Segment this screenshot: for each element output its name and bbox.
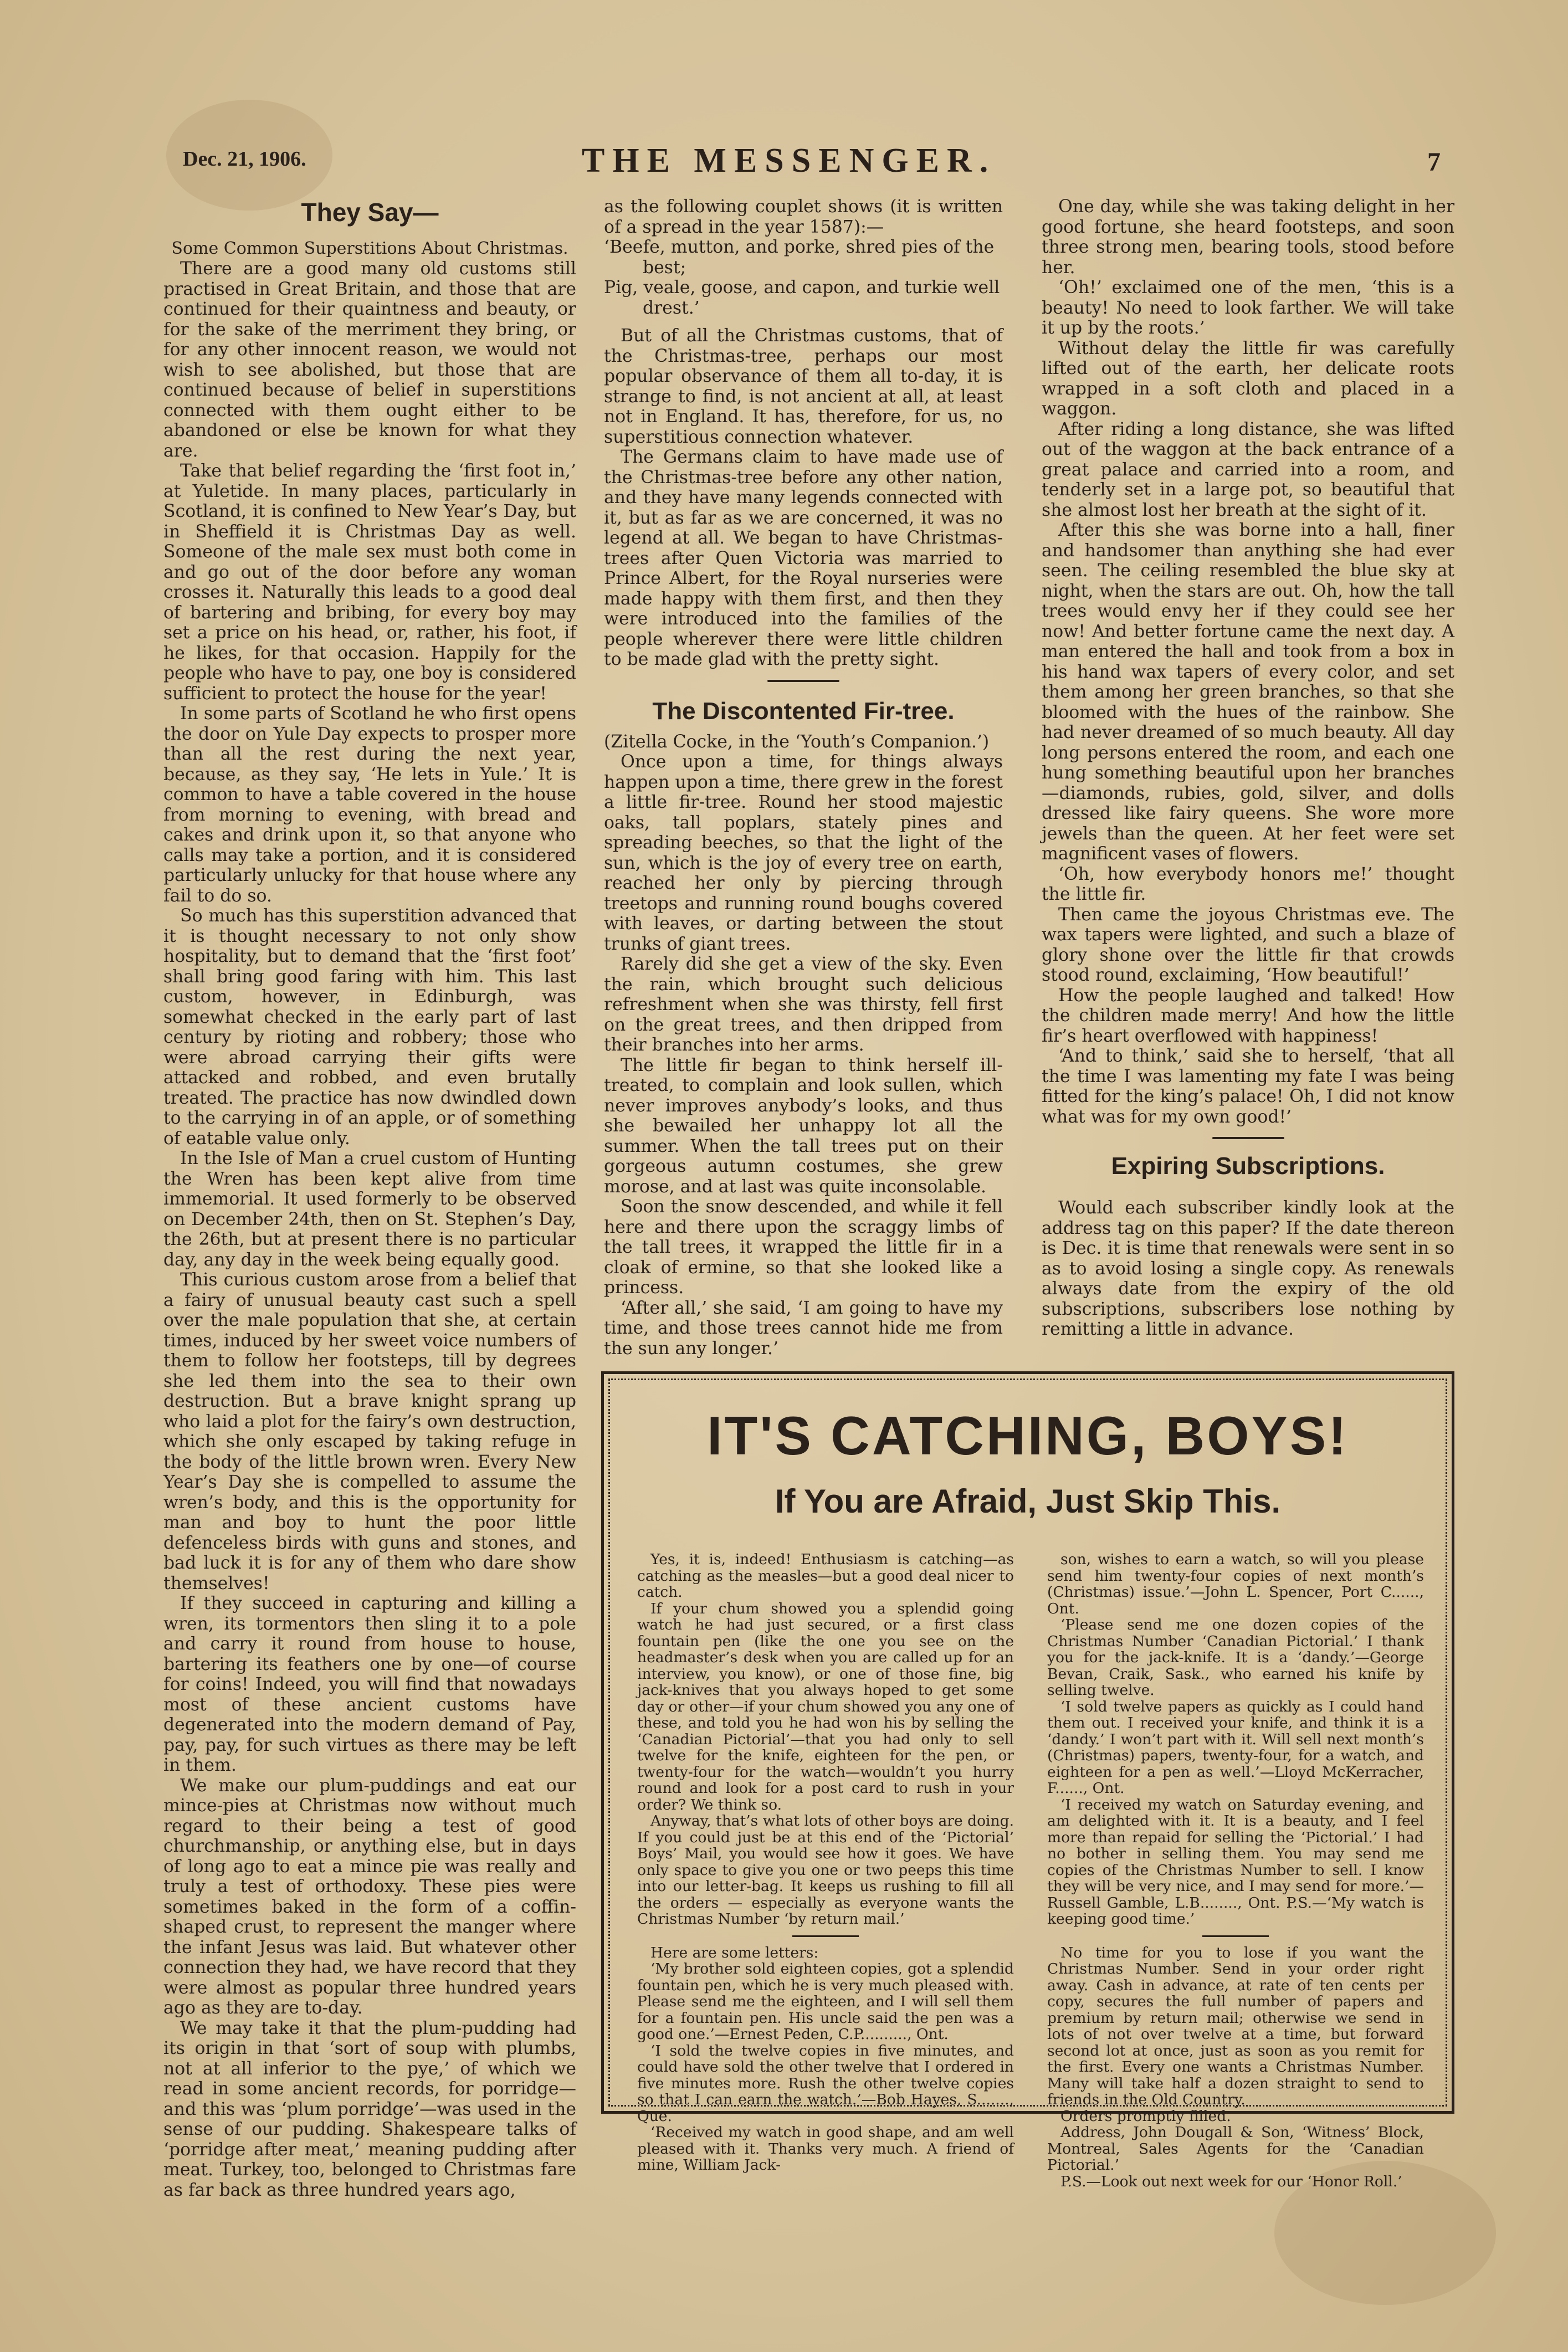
letter: ‘I sold the twelve copies in five minutes, and could have sold the other twelve that I ordered in five minutes more. Rush the other twelve copies so that I can earn the watch.’—Bob Hayes, S......., Que.	[637, 2042, 1014, 2125]
paragraph: But of all the Christmas customs, that of the Christmas-tree, perhaps our most popular observance of them all to-day, it is strange to find, is not ancient at all, at least not in England. It has, therefore, for us, no superstitious connection whatever.	[604, 326, 1003, 447]
column-2	[604, 197, 1003, 1366]
verse-line: best;	[643, 257, 686, 278]
verse-line: Pig, veale, goose, and capon, and turkie well	[604, 278, 1000, 298]
story-attribution: (Zitella Cocke, in the ‘Youth’s Companion.’)	[604, 731, 990, 752]
paragraph: Without delay the little fir was carefully lifted out of the earth, her delicate roots wrapped in a soft cloth and placed in a waggon.	[1042, 338, 1454, 419]
article-title: They Say—	[301, 198, 439, 227]
paragraph: Take that belief regarding the ‘first foot in,’ at Yuletide. In many places, particularly in Scotland, it is confined to New Year’s Day, but in Sheffield it is Christmas Day as well. Someone of the male sex must both come in and go out of the door before any woman crosses it. Naturally this leads to a good deal of bartering and bribing, for every boy may set a price on his head, or, rather, his foot, if he likes, for that occasion. Happily for the people who have to pay, one boy is considered sufficient to protect the house for the year!	[163, 461, 576, 704]
paragraph: The little fir began to think herself ill-treated, to complain and look sullen, which never improves anybody’s looks, and thus she bewailed her unhappy lot all the summer. When the tall trees put on their gorgeous autumn costumes, she grew morose, and at last was quite inconsolable.	[604, 1055, 1003, 1197]
paragraph: Yes, it is, indeed! Enthusiasm is catching—as catching as the measles—but a good deal nicer to catch.	[637, 1551, 1014, 1601]
paragraph: Anyway, that’s what lots of other boys are doing. If you could just be at this end of the ‘Pictorial’ Boys’ Mail, you would see how it goes. We have only space to give you one or two peeps this time into our letter-bag. It keeps us rushing to fill all the orders — especially as everyone wants the Christmas Number ‘by return mail.’	[637, 1812, 1014, 1928]
letter: ‘Please send me one dozen copies of the Christmas Number ‘Canadian Pictorial.’ I thank you for the jack-knife. It is a ‘dandy.’—George Bevan, Craik, Sask., who earned his knife by selling twelve.	[1047, 1616, 1424, 1699]
section-rule	[767, 680, 839, 682]
paragraph: ‘And to think,’ said she to herself, ‘that all the time I was lamenting my fate I was being fitted for the king’s palace! Oh, I did not know what was for my own good!’	[1042, 1046, 1454, 1127]
paragraph: In some parts of Scotland he who first opens the door on Yule Day expects to prosper more than all the rest during the next year, because, as they say, ‘He lets in Yule.’ It is common to have a table covered in the house from morning to evening, with bread and cakes and drink upon it, so that anyone who calls may take a portion, and it is considered particularly unlucky for that house where any fail to do so.	[163, 704, 576, 906]
paragraph: One day, while she was taking delight in her good fortune, she heard footsteps, and soon three strong men, bearing tools, stood before her.	[1042, 197, 1454, 278]
story-title: The Discontented Fir-tree.	[652, 697, 955, 725]
paragraph: ‘After all,’ she said, ‘I am going to have my time, and those trees cannot hide me from the sun any longer.’	[604, 1298, 1003, 1359]
masthead-title: THE MESSENGER.	[582, 142, 996, 180]
column-3	[1042, 197, 1454, 1366]
ad-subheadline: If You are Afraid, Just Skip This.	[775, 1483, 1281, 1520]
ad-column-2	[1047, 1551, 1424, 2190]
paragraph: If they succeed in capturing and killing a wren, its tormentors then sling it to a pole and carry it round from house to house, bartering its feathers one by one—of course for coins! Indeed, you will find that nowadays most of these ancient customs have degenerated into the modern demand of Pay, pay, pay, for such virtues as there may be left in them.	[163, 1593, 576, 1775]
notice-title: Expiring Subscriptions.	[1111, 1152, 1385, 1180]
paragraph: as the following couplet shows (it is written of a spread in the year 1587):—	[604, 197, 1003, 237]
paragraph: This curious custom arose from a belief that a fairy of unusual beauty cast such a spell over the male population that she, at certain times, induced by her sweet voice numbers of them to follow her footsteps, till by degrees she led them into the sea to their own destruction. But a brave knight sprang up who laid a plot for the fairy’s own destruction, which she only escaped by taking refuge in the body of the little brown wren. Every New Year’s Day she is compelled to assume the wren’s body, and this is the opportunity for man and boy to hunt the poor little defenceless birds with guns and stones, and bad luck it is for any of them who dare show themselves!	[163, 1270, 576, 1593]
paragraph: After riding a long distance, she was lifted out of the waggon at the back entrance of a great palace and carried into a room, and tenderly set in a large pot, so beautiful that she almost lost her breath at the sight of it.	[1042, 419, 1454, 520]
paragraph: Here are some letters:	[650, 1944, 819, 1961]
paragraph: There are a good many old customs still practised in Great Britain, and those that are continued for their quaintness and beauty, or for the sake of the merriment they bring, or for any other innocent reason, we would not wish to see abolished, but those that are continued because of belief in superstitions connected with them ought either to be abandoned or else be known for what they are.	[163, 259, 576, 461]
letter: son, wishes to earn a watch, so will you please send him twenty-four copies of next month’s (Christmas) issue.’—John L. Spencer, Port C......, Ont.	[1047, 1551, 1424, 1617]
letter: ‘I sold twelve papers as quickly as I could hand them out. I received your knife, and think it is a ‘dandy.’ I won’t part with it. Will sell next month’s (Christmas) papers, twenty-four, for a watch, and eighteen for a pen as well.’—Lloyd McKerracher, F......, Ont.	[1047, 1698, 1424, 1797]
paragraph: Then came the joyous Christmas eve. The wax tapers were lighted, and such a blaze of glory shone over the little fir that crowds stood round, exclaiming, ‘How beautiful!’	[1042, 904, 1454, 985]
ad-column-1	[637, 1551, 1014, 2174]
paragraph: No time for you to lose if you want the Christmas Number. Send in your order right away. Cash in advance, at rate of ten cents per copy, secures the full number of papers and premium by return mail; otherwise we send in lots of not over twelve at a time, but forward second lot at once, just as soon as you remit for the first. Every one wants a Christmas Number. Many will take half a dozen straight to send to friends in the Old Country.	[1047, 1944, 1424, 2108]
section-rule	[792, 1935, 859, 1937]
advertisement-box	[601, 1371, 1454, 2190]
page-header	[183, 141, 1441, 191]
paragraph: Once upon a time, for things always happen upon a time, there grew in the forest a little fir-tree. Round her stood majestic oaks, tall poplars, stately pines and spreading beeches, so that the light of the sun, which is the joy of every tree on earth, reached her only by piercing through treetops and running round boughs covered with leaves, or darting between the stout trunks of giant trees.	[604, 752, 1003, 954]
column-1	[163, 197, 576, 2297]
paragraph: Rarely did she get a view of the sky. Even the rain, which brought such delicious refreshment when she was thirsty, fell first on the great trees, and then dripped from their branches into her arms.	[604, 954, 1003, 1055]
paragraph: So much has this superstition advanced that it is thought necessary to not only show hospitality, but to demand that the ‘first foot’ shall bring good faring with him. This last custom, however, in Edinburgh, was somewhat checked in the early part of last century by rioting and robbery; those who were abroad carrying their gifts were attacked and robbed, and even brutally treated. The practice has now dwindled down to the carrying in of an apple, or of something of eatable value only.	[163, 906, 576, 1149]
verse-line: drest.’	[643, 298, 700, 318]
ad-headline: IT'S CATCHING, BOYS!	[707, 1405, 1349, 1466]
paragraph: How the people laughed and talked! How the children made merry! And how the little fir’s heart overflowed with happiness!	[1042, 985, 1454, 1046]
verse-line: ‘Beefe, mutton, and porke, shred pies of the	[604, 237, 995, 257]
page-number: 7	[1427, 147, 1441, 177]
notice-text: Would each subscriber kindly look at the address tag on this paper? If the date thereon is Dec. it is time that renewals were sent in so as to avoid losing a single copy. As renewals always date from the expiry of the old subscriptions, subscribers lose nothing by remitting a little in advance.	[1042, 1198, 1454, 1339]
paragraph: ‘Oh!’ exclaimed one of the men, ‘this is a beauty! No need to look farther. We will take it up by the roots.’	[1042, 278, 1454, 338]
paragraph: The Germans claim to have made use of the Christmas-tree before any other nation, and they have many legends connected with it, but as far as we are concerned, it was no legend at all. We began to have Christmas-trees after Quen Victoria was married to Prince Albert, for the Royal nurseries were made happy with them first, and then they were introduced into the families of the people wherever there were little children to be made glad with the pretty sight.	[604, 447, 1003, 669]
paragraph: P.S.—Look out next week for our ‘Honor Roll.’	[1060, 2172, 1402, 2190]
paragraph: If your chum showed you a splendid going watch he had just secured, or a first class fountain pen (like the one you see on the headmaster’s desk when you are called up for an interview, you know), or one of those fine, big jack-knives that you always hoped to get some day or other—if your chum showed you any one of these, and told you he had won his by selling the ‘Canadian Pictorial’—that you had only to sell twelve for the knife, eighteen for the pen, or twenty-four for the watch—wouldn’t you hurry round and look for a post card to rush in your order? We think so.	[637, 1600, 1014, 1813]
paragraph: After this she was borne into a hall, finer and handsomer than anything she had ever seen. The ceiling resembled the blue sky at night, when the stars are out. Oh, how the tall trees would envy her if they could see her now! And better fortune came the next day. A man entered the hall and took from a box in his hand wax tapers of every color, and set them among her green branches, so that she bloomed with the hues of the rainbow. She had never dreamed of so much beauty. All day long persons entered the room, and each one hung something beautiful upon her branches—diamonds, rubies, gold, silver, and dolls dressed like fairy queens. She wore more jewels than the queen. At her feet were set magnificent vases of flowers.	[1042, 520, 1454, 864]
paragraph: We may take it that the plum-pudding had its origin in that ‘sort of soup with plumbs, not at all inferior to the pye,’ of which we read in some ancient records, for porridge—and this was ‘plum porridge’—was used in the sense of our pudding. Shakespeare talks of ‘porridge after meat,’ meaning pudding after meat. Turkey, too, belonged to Christmas fare as far back as three hundred years ago,	[163, 2018, 576, 2200]
issue-date: Dec. 21, 1906.	[183, 147, 306, 171]
paragraph: We make our plum-puddings and eat our mince-pies at Christmas now without much regard to their being a test of good churchmanship, or anything else, but in days of long ago to eat a mince pie was really and truly a test of orthodoxy. These pies were sometimes baked in the form of a coffin-shaped crust, to represent the manger where the infant Jesus was laid. But whatever other connection they had, we have record that they were almost as popular three hundred years ago as they are to-day.	[163, 1775, 576, 2018]
paragraph: Orders promptly filled.	[1060, 2107, 1231, 2125]
paragraph: Soon the snow descended, and while it fell here and there upon the scraggy limbs of the tall trees, it wrapped the little fir in a cloak of ermine, so that she looked like a princess.	[604, 1197, 1003, 1298]
paragraph: ‘Oh, how everybody honors me!’ thought the little fir.	[1042, 864, 1454, 904]
paragraph: In the Isle of Man a cruel custom of Hunting the Wren has been kept alive from time immemorial. It used formerly to be observed on December 24th, then on St. Stephen’s Day, the 26th, but at present there is no particular day, any day in the week being equally good.	[163, 1149, 576, 1270]
paragraph: Address, John Dougall & Son, ‘Witness’ Block, Montreal, Sales Agents for the ‘Canadian Pictorial.’	[1047, 2124, 1424, 2174]
letter: ‘My brother sold eighteen copies, got a splendid fountain pen, which he is very much pleased with. Please send me the eighteen, and I will sell them for a fountain pen. His uncle said the pen was a good one.’—Ernest Peden, C.P.........., Ont.	[637, 1960, 1014, 2043]
letter: ‘I received my watch on Saturday evening, and am delighted with it. It is a beauty, and I feel more than repaid for selling the ‘Pictorial.’ I had no bother in selling them. You may send me copies of the Christmas Number to sell. I know they will be very nice, and I may send for more.’—Russell Gamble, L.B........, Ont. P.S.—‘My watch is keeping good time.’	[1047, 1796, 1424, 1928]
section-rule	[1202, 1935, 1269, 1937]
section-rule	[1212, 1137, 1284, 1139]
article-subtitle: Some Common Superstitions About Christmas.	[171, 239, 568, 258]
letter: ‘Received my watch in good shape, and am well pleased with it. Thanks very much. A friend of mine, William Jack-	[637, 2124, 1014, 2174]
